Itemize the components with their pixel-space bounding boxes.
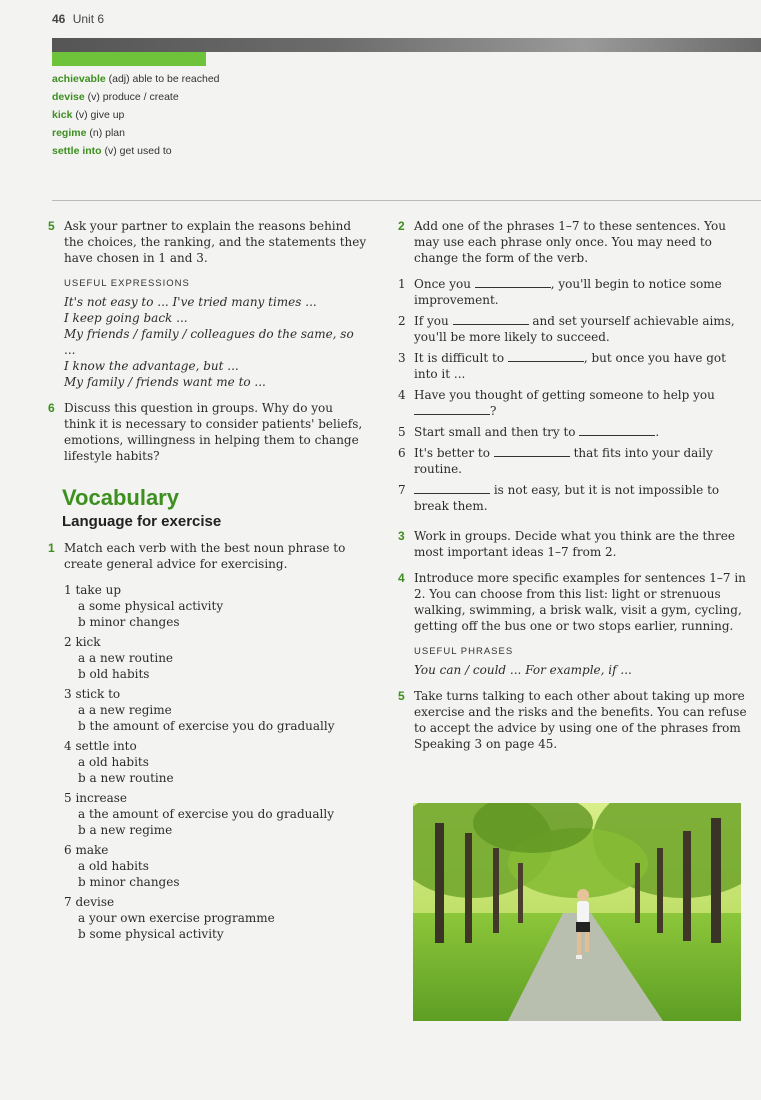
sentence-start: It is difficult to xyxy=(414,351,508,365)
sentence-end: ? xyxy=(490,404,497,418)
section-subtitle: Language for exercise xyxy=(62,513,222,530)
exercise-5-right xyxy=(398,688,748,752)
sentence-number: 5 xyxy=(398,425,406,439)
header-bar xyxy=(52,38,761,52)
expression-line: It's not easy to ... I've tried many times ... xyxy=(64,295,317,309)
glossary xyxy=(52,72,252,162)
sentence-end: is not easy, but it is not impossible to break them. xyxy=(414,483,720,513)
glossary-definition: (v) give up xyxy=(72,109,125,121)
exercise-2-right xyxy=(398,218,748,266)
gap-sentence xyxy=(398,482,748,514)
glossary-entry xyxy=(52,126,252,140)
glossary-word: settle into xyxy=(52,145,102,157)
exercise-instruction: Ask your partner to explain the reasons behind the choices, the ranking, and the statements they have chosen in 1 and 3. xyxy=(64,219,367,265)
match-option: a old habits xyxy=(78,755,149,769)
gap-sentence xyxy=(398,350,748,382)
match-list xyxy=(48,582,368,942)
unit-label: Unit 6 xyxy=(72,12,105,26)
blank-line xyxy=(508,350,584,362)
exercise-6-left xyxy=(48,400,368,464)
gap-sentence xyxy=(398,387,748,419)
glossary-word: regime xyxy=(52,127,87,139)
match-verb: 3 stick to xyxy=(64,687,121,701)
glossary-entry xyxy=(52,72,252,86)
jogger-illustration xyxy=(413,803,741,1021)
match-option: b old habits xyxy=(78,667,150,681)
match-verb: 5 increase xyxy=(64,791,127,805)
expression-line: My family / friends want me to ... xyxy=(64,375,266,389)
match-option: b some physical activity xyxy=(78,927,224,941)
match-option: b a new routine xyxy=(78,771,174,785)
expression-line: I keep going back ... xyxy=(64,311,188,325)
sentence-end: that fits into your daily routine. xyxy=(414,446,713,476)
sentence-list xyxy=(398,276,748,514)
section-divider xyxy=(52,200,761,201)
glossary-bar xyxy=(52,52,206,66)
phrase-line: You can / could ... For example, if ... xyxy=(414,663,632,677)
expression-line: I know the advantage, but ... xyxy=(64,359,239,373)
jogger-photo xyxy=(413,803,741,1021)
page-header xyxy=(52,12,104,26)
match-verb: 2 kick xyxy=(64,635,101,649)
match-option: b the amount of exercise you do gradually xyxy=(78,719,335,733)
blank-line xyxy=(579,424,655,436)
glossary-word: devise xyxy=(52,91,85,103)
sentence-number: 2 xyxy=(398,314,406,328)
useful-phrases-title: USEFUL PHRASES xyxy=(414,646,514,657)
match-option: a a new routine xyxy=(78,651,174,665)
exercise-5-left xyxy=(48,218,368,266)
glossary-definition: (v) get used to xyxy=(101,145,172,157)
exercise-number: 5 xyxy=(48,219,55,233)
match-verb: 7 devise xyxy=(64,895,115,909)
section-title: Vocabulary xyxy=(62,485,179,510)
blank-line xyxy=(475,276,551,288)
exercise-number: 4 xyxy=(398,571,405,585)
sentence-start: Have you thought of getting someone to help you xyxy=(414,388,715,402)
gap-sentence xyxy=(398,424,748,440)
exercise-4-right xyxy=(398,570,748,634)
sentence-number: 7 xyxy=(398,483,406,497)
sentence-end: , you'll begin to notice some improvement. xyxy=(414,277,722,307)
blank-line xyxy=(414,403,490,415)
exercise-instruction: Add one of the phrases 1–7 to these sentences. You may use each phrase only once. You may need to change the form of the verb. xyxy=(414,219,726,265)
match-option: a some physical activity xyxy=(78,599,224,613)
blank-line xyxy=(494,445,570,457)
match-verb: 1 take up xyxy=(64,583,122,597)
glossary-entry xyxy=(52,108,252,122)
sentence-start: Once you xyxy=(414,277,475,291)
exercise-instruction: Match each verb with the best noun phrase to create general advice for exercising. xyxy=(64,541,346,571)
exercise-instruction: Introduce more specific examples for sentences 1–7 in 2. You can choose from this list: light or strenuous walking, swimming, a brisk walk, visit a gym, cycling, getting off the bus one or two stops earlier, running. xyxy=(414,571,746,633)
sentence-number: 1 xyxy=(398,277,406,291)
glossary-definition: (n) plan xyxy=(86,127,125,139)
match-option: b minor changes xyxy=(78,615,180,629)
sentence-end: , but once you have got into it ... xyxy=(414,351,726,381)
glossary-entry xyxy=(52,90,252,104)
sentence-number: 6 xyxy=(398,446,406,460)
blank-line xyxy=(453,313,529,325)
exercise-1-left xyxy=(48,540,368,572)
match-option: a your own exercise programme xyxy=(78,911,275,925)
glossary-definition: (v) produce / create xyxy=(84,91,179,103)
exercise-instruction: Discuss this question in groups. Why do you think it is necessary to consider patients' beliefs, emotions, willingness in helping them to change lifestyle habits? xyxy=(64,401,363,463)
sentence-start: Start small and then try to xyxy=(414,425,580,439)
glossary-word: kick xyxy=(52,109,73,121)
exercise-number: 1 xyxy=(48,541,55,555)
glossary-entry xyxy=(52,144,252,158)
sentence-number: 3 xyxy=(398,351,406,365)
glossary-word: achievable xyxy=(52,73,106,85)
exercise-number: 3 xyxy=(398,529,405,543)
glossary-definition: (adj) able to be reached xyxy=(105,73,220,85)
match-verb: 4 settle into xyxy=(64,739,137,753)
gap-sentence xyxy=(398,276,748,308)
sentence-start: It's better to xyxy=(414,446,494,460)
gap-sentence xyxy=(398,445,748,477)
exercise-instruction: Take turns talking to each other about taking up more exercise and the risks and the benefits. You can refuse to accept the advice by using one of the phrases from Speaking 3 on page 45. xyxy=(414,689,747,751)
expression-line: My friends / family / colleagues do the same, so ... xyxy=(64,327,354,357)
sentence-end: . xyxy=(655,425,660,439)
match-option: a old habits xyxy=(78,859,149,873)
exercise-instruction: Work in groups. Decide what you think are the three most important ideas 1–7 from 2. xyxy=(414,529,735,559)
page-number: 46 xyxy=(52,12,66,26)
match-option: b a new regime xyxy=(78,823,173,837)
sentence-end: and set yourself achievable aims, you'll be more likely to succeed. xyxy=(414,314,735,344)
exercise-number: 2 xyxy=(398,219,405,233)
right-column xyxy=(398,218,748,762)
exercise-number: 6 xyxy=(48,401,55,415)
gap-sentence xyxy=(398,313,748,345)
match-option: b minor changes xyxy=(78,875,180,889)
left-column xyxy=(48,218,368,942)
blank-line xyxy=(414,482,490,494)
match-option: a a new regime xyxy=(78,703,172,717)
useful-expressions-title: USEFUL EXPRESSIONS xyxy=(64,278,190,289)
exercise-3-right xyxy=(398,528,748,560)
sentence-number: 4 xyxy=(398,388,406,402)
exercise-number: 5 xyxy=(398,689,405,703)
match-option: a the amount of exercise you do gradually xyxy=(78,807,334,821)
match-verb: 6 make xyxy=(64,843,109,857)
sentence-start: If you xyxy=(414,314,453,328)
